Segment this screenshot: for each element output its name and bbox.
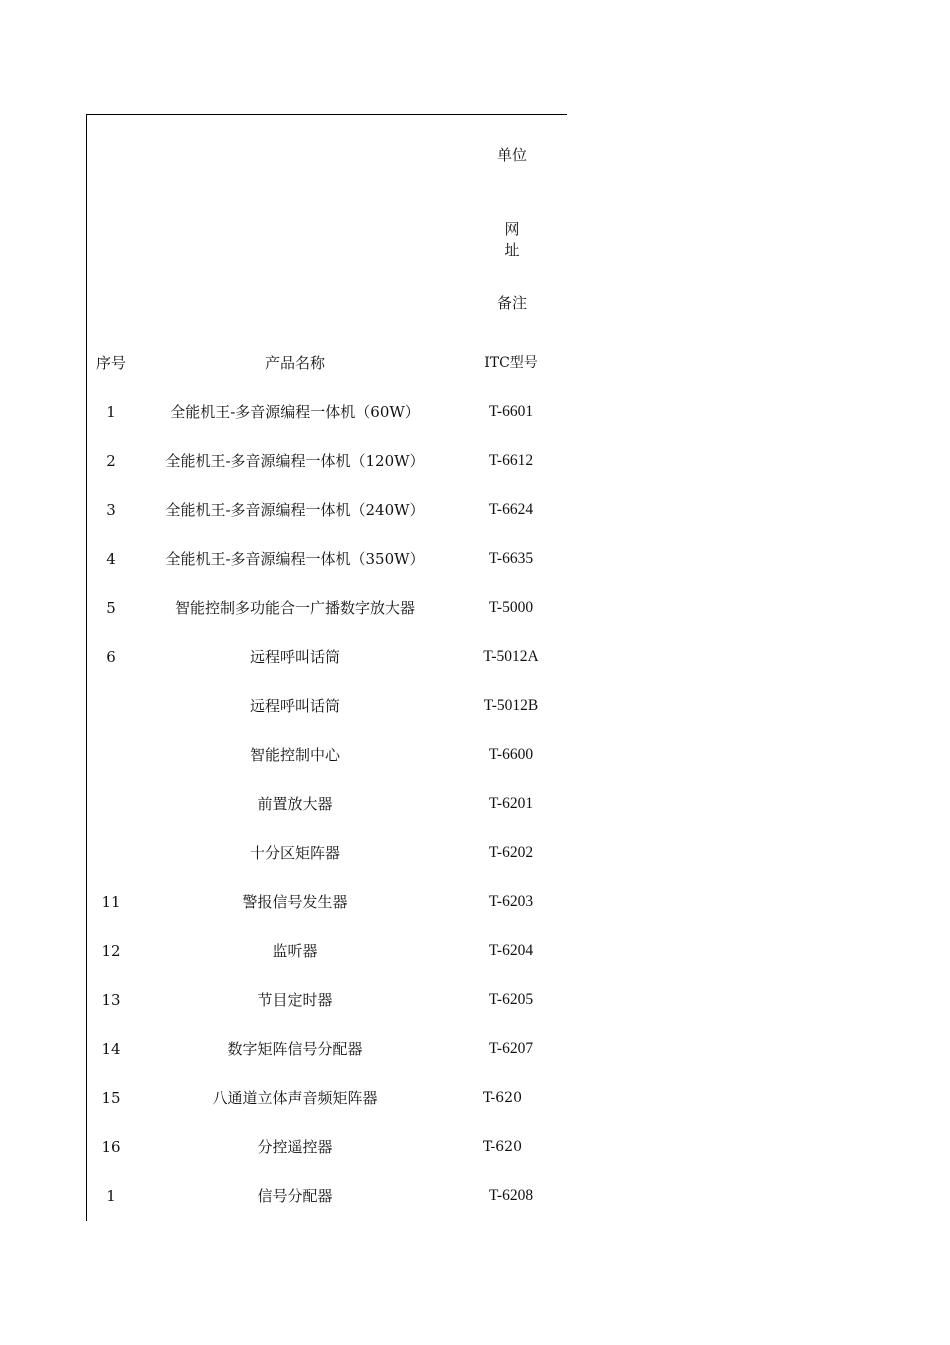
- row-name: 智能控制多功能合一广播数字放大器: [174, 599, 415, 617]
- table-row: [86, 889, 566, 915]
- row-model: T-6201: [488, 795, 534, 812]
- table-row: [86, 938, 566, 964]
- column-header-model: ITC型号: [484, 355, 538, 371]
- column-header-row: [86, 350, 566, 376]
- row-name: 全能机王-多音源编程一体机（240W）: [165, 501, 425, 519]
- column-header-no: 序号: [95, 354, 126, 372]
- row-model: T-6202: [488, 844, 534, 861]
- remark-label: 备注: [496, 294, 527, 312]
- row-no: 14: [101, 1040, 121, 1058]
- table-row: [86, 742, 566, 768]
- row-no: 11: [101, 893, 121, 911]
- row-no: 12: [101, 942, 121, 960]
- row-model: T-6612: [488, 452, 534, 469]
- row-name: 节目定时器: [257, 991, 333, 1009]
- row-name: 全能机王-多音源编程一体机（60W）: [170, 403, 420, 421]
- row-name: 监听器: [272, 942, 318, 960]
- unit-label: 单位: [496, 146, 527, 164]
- table-row: [86, 1183, 566, 1209]
- row-no: 1: [106, 403, 116, 421]
- row-name: 信号分配器: [257, 1187, 333, 1205]
- table-row: [86, 987, 566, 1013]
- row-model: T-620: [483, 1139, 522, 1155]
- row-name: 数字矩阵信号分配器: [227, 1040, 363, 1058]
- table-row: [86, 595, 566, 621]
- row-model: T-5000: [488, 599, 534, 616]
- row-model: T-6207: [488, 1040, 534, 1057]
- row-name: 智能控制中心: [249, 746, 340, 764]
- row-model: T-620: [483, 1090, 522, 1106]
- table-row: [86, 497, 566, 523]
- table-row: [86, 840, 566, 866]
- row-name: 全能机王-多音源编程一体机（120W）: [165, 452, 425, 470]
- table-row: [86, 1134, 566, 1160]
- table-row: [86, 1036, 566, 1062]
- row-model: T-6624: [488, 501, 534, 518]
- table-row: [86, 791, 566, 817]
- website-label: 网址: [504, 220, 556, 259]
- row-model: T-6208: [488, 1187, 534, 1204]
- row-name: 远程呼叫话筒: [249, 697, 340, 715]
- row-no: 2: [106, 452, 116, 470]
- table-row: [86, 644, 566, 670]
- row-model: T-6203: [488, 893, 534, 910]
- table-top-border: [86, 114, 567, 115]
- row-model: T-5012B: [483, 697, 539, 714]
- row-no: 13: [101, 991, 121, 1009]
- row-no: 6: [106, 648, 116, 666]
- row-no: 3: [106, 501, 116, 519]
- table-row: [86, 546, 566, 572]
- row-name: 警报信号发生器: [242, 893, 348, 911]
- column-header-name: 产品名称: [264, 354, 325, 372]
- row-model: T-5012A: [483, 648, 539, 665]
- row-name: 前置放大器: [257, 795, 333, 813]
- row-model: T-6600: [488, 746, 534, 763]
- row-no: 15: [101, 1089, 121, 1107]
- row-model: T-6601: [488, 403, 534, 420]
- table-row: [86, 399, 566, 425]
- table-row: [86, 1085, 566, 1111]
- row-name: 远程呼叫话筒: [249, 648, 340, 666]
- row-no: 4: [106, 550, 116, 568]
- row-name: 十分区矩阵器: [249, 844, 340, 862]
- row-no: 16: [101, 1138, 121, 1156]
- row-model: T-6635: [488, 550, 534, 567]
- row-model: T-6205: [488, 991, 534, 1008]
- row-no: 5: [106, 599, 116, 617]
- row-name: 分控遥控器: [257, 1138, 333, 1156]
- table-row: [86, 693, 566, 719]
- row-no: 1: [106, 1187, 116, 1205]
- row-name: 八通道立体声音频矩阵器: [212, 1089, 378, 1107]
- row-name: 全能机王-多音源编程一体机（350W）: [165, 550, 425, 568]
- table-row: [86, 448, 566, 474]
- row-model: T-6204: [488, 942, 534, 959]
